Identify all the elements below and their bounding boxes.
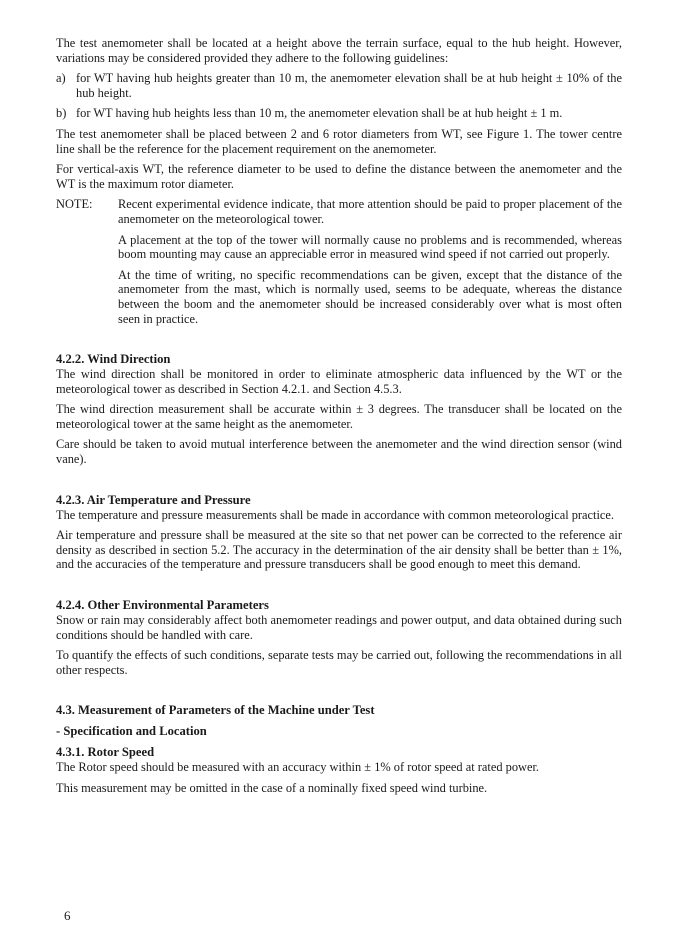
guideline-label: a) (56, 71, 66, 86)
section-heading-machine-parameters: 4.3. Measurement of Parameters of the Machine under Test (56, 703, 375, 718)
guideline-text: for WT having hub heights greater than 10 m, the anemometer elevation shall be at hub height ± 10% of the hub height. (76, 71, 622, 100)
section-subheading-specification: - Specification and Location (56, 724, 207, 739)
note-body (118, 197, 622, 326)
body-paragraph: The Rotor speed should be measured with an accuracy within ± 1% of rotor speed at rated power. (56, 760, 539, 775)
note-paragraph: Recent experimental evidence indicate, that more attention should be paid to proper placement of the anemometer on the meteorological tower. (118, 197, 622, 226)
section-heading-wind-direction: 4.2.2. Wind Direction (56, 352, 171, 367)
guideline-item-a (56, 71, 622, 100)
body-paragraph: The temperature and pressure measurements shall be made in accordance with common meteorological practice. (56, 507, 615, 522)
guideline-text: for WT having hub heights less than 10 m, the anemometer elevation shall be at hub height ± 1 m. (76, 106, 563, 121)
guideline-item-b (56, 106, 622, 121)
section-heading-air-temperature: 4.2.3. Air Temperature and Pressure (56, 492, 251, 507)
page-number: 6 (64, 908, 71, 923)
body-paragraph: The wind direction shall be monitored in order to eliminate atmospheric data influenced by the WT or the meteorological tower as described in Section 4.2.1. and Section 4.5.3. (56, 367, 622, 396)
body-paragraph: The wind direction measurement shall be accurate within ± 3 degrees. The transducer shall be located on the meteorological tower at the same height as the anemometer. (56, 402, 622, 431)
section-heading-environmental: 4.2.4. Other Environmental Parameters (56, 598, 269, 613)
intro-paragraph: The test anemometer shall be located at a height above the terrain surface, equal to the hub height. However, variations may be considered provided they adhere to the following guidelines: (56, 36, 622, 65)
note-paragraph: At the time of writing, no specific recommendations can be given, except that the distance of the anemometer from the mast, which is normally used, seems to be adequate, whereas the distance between the boom and the anemometer should be increased considerably over what is most often seen in practice. (118, 267, 622, 326)
vertical-axis-paragraph: For vertical-axis WT, the reference diameter to be used to define the distance between the anemometer and the WT is the maximum rotor diameter. (56, 162, 622, 191)
body-paragraph: Snow or rain may considerably affect both anemometer readings and power output, and data obtained during such conditions should be handled with care. (56, 613, 622, 642)
guideline-label: b) (56, 106, 67, 121)
body-paragraph: Air temperature and pressure shall be measured at the site so that net power can be corrected to the reference air density as described in section 5.2. The accuracy in the determination of the air density shall be better than ± 1%, and the accuracies of the temperature and pressure transducers shall be good enough to meet this demand. (56, 528, 622, 572)
body-paragraph: This measurement may be omitted in the case of a nominally fixed speed wind turbine. (56, 781, 488, 795)
body-paragraph: Care should be taken to avoid mutual interference between the anemometer and the wind direction sensor (wind vane). (56, 437, 622, 467)
note-block (56, 197, 622, 326)
note-paragraph: A placement at the top of the tower will normally cause no problems and is recommended, whereas boom mounting may cause an appreciable error in measured wind speed if not carried out properly. (118, 232, 622, 262)
page-content (56, 36, 622, 796)
body-paragraph: To quantify the effects of such conditions, separate tests may be carried out, following the recommendations in all other respects. (56, 648, 622, 677)
placement-paragraph: The test anemometer shall be placed between 2 and 6 rotor diameters from WT, see Figure 1. The tower centre line shall be the reference for the placement requirement on the anemometer. (56, 126, 622, 156)
note-label: NOTE: (56, 197, 93, 212)
section-heading-rotor-speed: 4.3.1. Rotor Speed (56, 745, 155, 760)
